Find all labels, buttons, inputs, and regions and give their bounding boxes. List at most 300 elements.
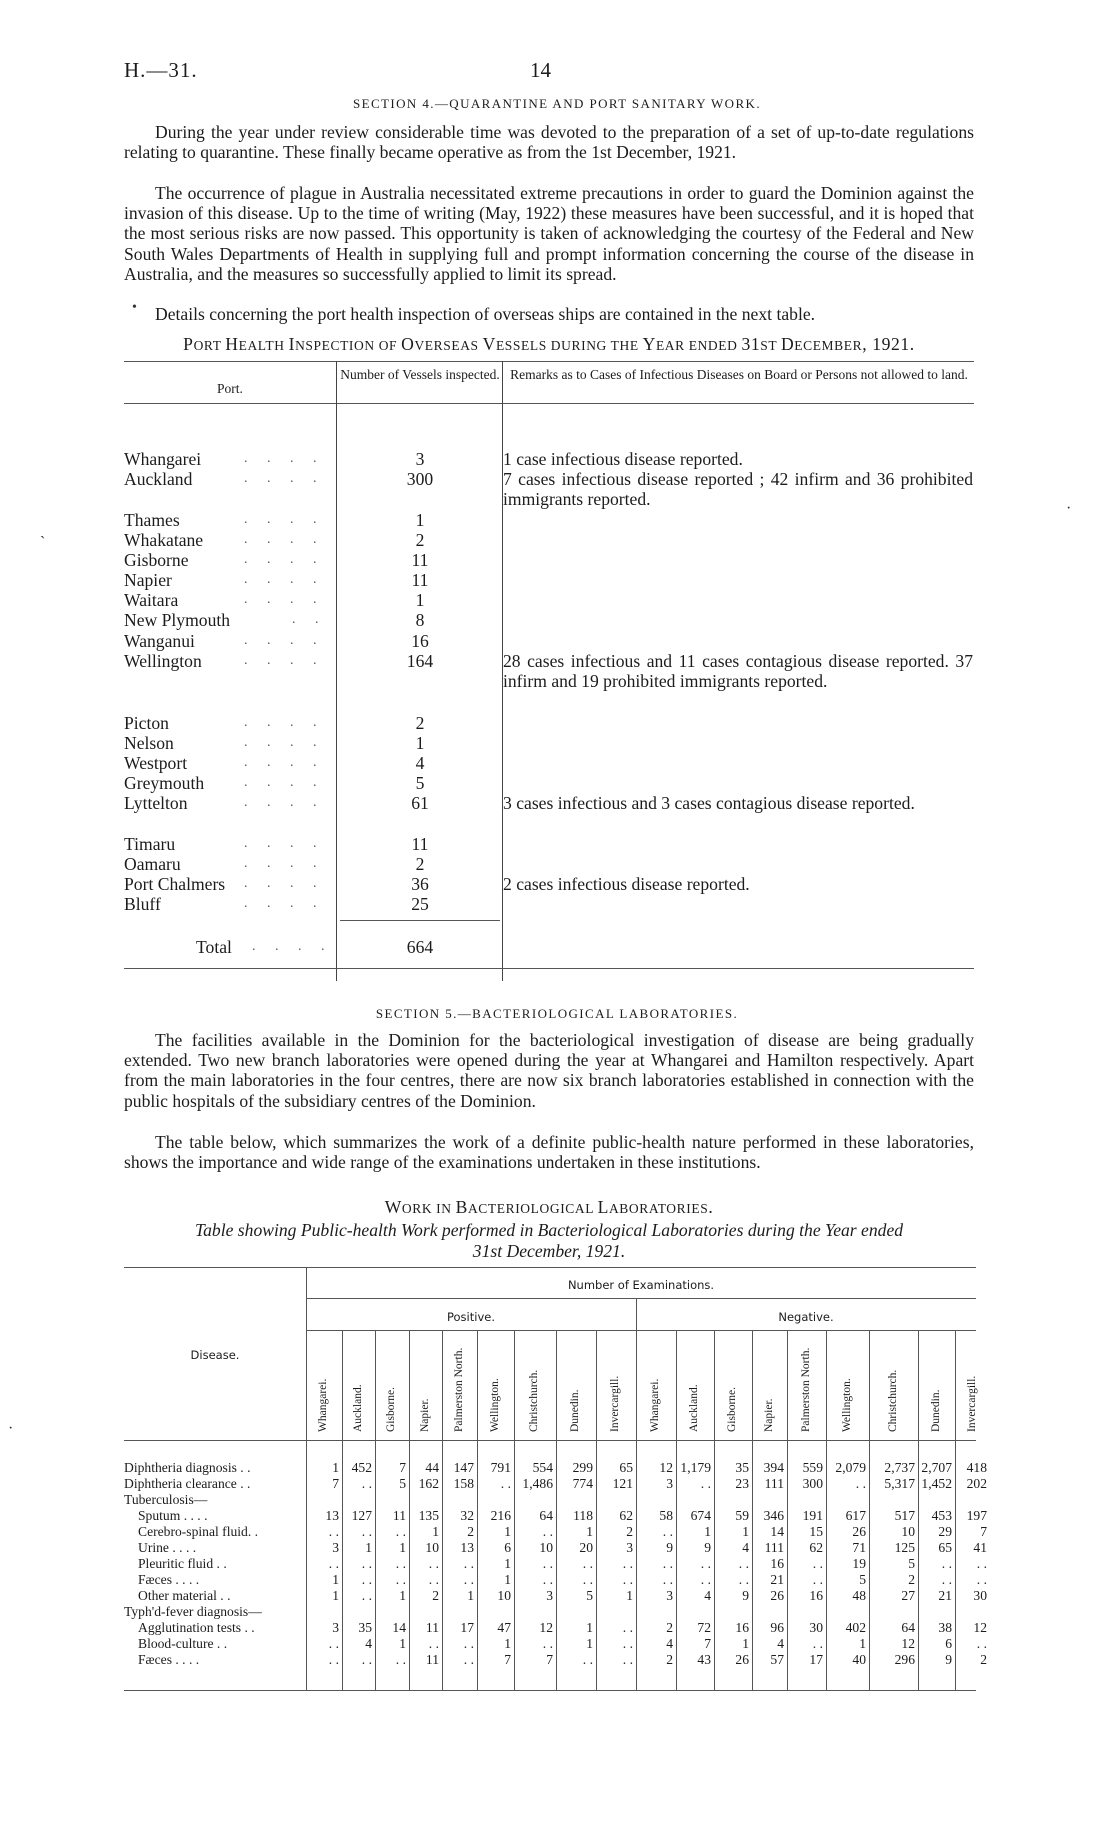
negative-cell: 14 <box>770 1524 784 1539</box>
total-leader-dots: . . . . <box>252 939 333 954</box>
port-table-divider-1 <box>336 361 337 981</box>
positive-cell: 65 <box>619 1460 633 1475</box>
section-4-paragraph-1: During the year under review considerable time was devoted to the preparation of a set of up-to-date regulations relating to quarantine. These finally became operative as from the 1st December, 1921. <box>124 122 974 163</box>
negative-cell: 40 <box>852 1652 866 1667</box>
positive-cell: 1 <box>504 1636 511 1651</box>
negative-cell: 1 <box>859 1636 866 1651</box>
positive-cell: 1 <box>467 1588 474 1603</box>
positive-cell: 11 <box>392 1508 406 1523</box>
total-rule <box>340 920 500 921</box>
positive-cell: 3 <box>332 1620 339 1635</box>
row-label: Cerebro-spinal fluid. . <box>138 1524 259 1539</box>
positive-cell: 147 <box>453 1460 474 1475</box>
negative-cell: 29 <box>938 1524 952 1539</box>
document-reference: H.—31. <box>124 58 198 82</box>
vessel-count: 1 <box>415 733 425 753</box>
negative-cell: 202 <box>966 1476 987 1491</box>
positive-cell: . . <box>361 1524 372 1539</box>
positive-cell: 14 <box>392 1620 406 1635</box>
negative-cell: 9 <box>666 1540 673 1555</box>
port-table-bottom-rule <box>124 968 974 969</box>
negative-cell: 2 <box>908 1572 915 1587</box>
negative-cell: 111 <box>764 1540 784 1555</box>
positive-cell: . . <box>361 1588 372 1603</box>
positive-cell: 13 <box>460 1540 474 1555</box>
negative-cell: 21 <box>770 1572 784 1587</box>
negative-cell: 10 <box>901 1524 915 1539</box>
negative-cell: 7 <box>980 1524 987 1539</box>
negative-cell: . . <box>812 1636 823 1651</box>
positive-cell: 1 <box>399 1540 406 1555</box>
negative-cell: 21 <box>938 1588 952 1603</box>
vessel-count: 300 <box>406 469 434 489</box>
positive-cell: . . <box>500 1476 511 1491</box>
negative-column-header: Auckland. <box>688 1384 700 1432</box>
negative-cell: 4 <box>704 1588 711 1603</box>
positive-cell: 1 <box>332 1572 339 1587</box>
negative-cell: 2 <box>666 1652 673 1667</box>
positive-cell: . . <box>463 1652 474 1667</box>
negative-column-header: Christchurch. <box>886 1369 899 1432</box>
positive-cell: . . <box>622 1636 633 1651</box>
positive-cell: 1 <box>399 1588 406 1603</box>
positive-cell: 5 <box>586 1588 593 1603</box>
port-name: Oamaru <box>124 854 181 874</box>
negative-cell: 72 <box>697 1620 711 1635</box>
remark-wellington: 28 cases infectious and 11 cases contagious disease reported. 37 infirm and 19 prohibited immigrants reported. <box>503 651 973 692</box>
positive-cell: . . <box>542 1524 553 1539</box>
positive-cell: 1 <box>626 1588 633 1603</box>
positive-cell: 3 <box>546 1588 553 1603</box>
negative-cell: 12 <box>901 1636 915 1651</box>
negative-cell: 16 <box>735 1620 749 1635</box>
positive-cell: 1 <box>504 1524 511 1539</box>
positive-cell: 1 <box>332 1460 339 1475</box>
positive-cell: 6 <box>504 1540 511 1555</box>
row-label: Typh'd-fever diagnosis— <box>124 1604 262 1619</box>
negative-cell: 12 <box>659 1460 673 1475</box>
positive-cell: 13 <box>325 1508 339 1523</box>
negative-cell: 394 <box>763 1460 784 1475</box>
port-table-top-rule <box>124 361 974 362</box>
row-label: Fæces . . . . <box>138 1652 200 1667</box>
negative-cell: 111 <box>764 1476 784 1491</box>
port-name: Greymouth <box>124 773 205 793</box>
negative-header: Negative. <box>778 1310 834 1324</box>
positive-cell: . . <box>395 1556 406 1571</box>
positive-cell: . . <box>361 1476 372 1491</box>
vessel-count: 4 <box>415 753 425 773</box>
positive-cell: 11 <box>425 1652 439 1667</box>
negative-cell: 3 <box>666 1588 673 1603</box>
leader-dots: . . . . <box>244 836 325 851</box>
negative-cell: 1,452 <box>921 1476 952 1491</box>
negative-cell: 1 <box>742 1636 749 1651</box>
positive-cell: 32 <box>460 1508 474 1523</box>
vessel-count: 1 <box>415 510 425 530</box>
margin-mark: · <box>1066 500 1072 517</box>
positive-cell: 121 <box>612 1476 633 1491</box>
negative-cell: 59 <box>735 1508 749 1523</box>
positive-cell: 2 <box>626 1524 633 1539</box>
negative-cell: 617 <box>845 1508 866 1523</box>
leader-dots: . . . . <box>244 896 325 911</box>
row-label: Tuberculosis— <box>124 1492 208 1507</box>
bact-table-header-rule-3 <box>124 1440 976 1441</box>
leader-dots: . . . . <box>244 775 325 790</box>
negative-cell: 125 <box>894 1540 915 1555</box>
row-label: Sputum . . . . <box>138 1508 208 1523</box>
page-number: 14 <box>530 58 551 82</box>
bact-table-header-rule-1 <box>306 1298 976 1299</box>
negative-cell: . . <box>700 1476 711 1491</box>
bact-table-subtitle-1: Table showing Public-health Work performed in Bacteriological Laboratories during the Year ended <box>194 1220 904 1240</box>
positive-cell: 10 <box>539 1540 553 1555</box>
margin-mark: ˋ <box>40 534 46 551</box>
leader-dots: . . . . <box>244 735 325 750</box>
negative-cell: 300 <box>802 1476 823 1491</box>
negative-cell: 2 <box>980 1652 987 1667</box>
positive-cell: 20 <box>579 1540 593 1555</box>
negative-cell: . . <box>976 1636 987 1651</box>
leader-dots: . . . . <box>244 856 325 871</box>
negative-cell: 58 <box>659 1508 673 1523</box>
section-4-paragraph-3: Details concerning the port health inspection of overseas ships are contained in the next table. <box>155 304 816 324</box>
positive-cell: . . <box>328 1636 339 1651</box>
positive-cell: . . <box>395 1524 406 1539</box>
positive-cell: . . <box>582 1572 593 1587</box>
positive-cell: . . <box>542 1556 553 1571</box>
negative-cell: 38 <box>938 1620 952 1635</box>
negative-cell: 26 <box>770 1588 784 1603</box>
vessel-count: 8 <box>415 610 425 630</box>
negative-cell: 9 <box>742 1588 749 1603</box>
negative-cell: 17 <box>809 1652 823 1667</box>
negative-cell: 27 <box>901 1588 915 1603</box>
negative-cell: 2,737 <box>884 1460 915 1475</box>
row-label: Pleuritic fluid . . <box>138 1556 227 1571</box>
positive-cell: 118 <box>573 1508 593 1523</box>
positive-column-header: Auckland. <box>351 1384 364 1432</box>
positive-column-header: Palmerston North. <box>452 1347 465 1432</box>
negative-cell: 5 <box>859 1572 866 1587</box>
negative-cell: 4 <box>777 1636 784 1651</box>
vessel-count: 1 <box>415 590 425 610</box>
positive-cell: 1 <box>586 1620 593 1635</box>
negative-cell: . . <box>812 1556 823 1571</box>
negative-cell: 26 <box>735 1652 749 1667</box>
positive-cell: 47 <box>497 1620 511 1635</box>
negative-cell: . . <box>662 1524 673 1539</box>
negative-cell: 1,179 <box>680 1460 711 1475</box>
negative-cell: 1 <box>742 1524 749 1539</box>
positive-cell: . . <box>463 1556 474 1571</box>
vessel-count: 5 <box>415 773 425 793</box>
leader-dots: . . . . <box>244 572 325 587</box>
negative-cell: 3 <box>666 1476 673 1491</box>
leader-dots: . . . . <box>244 451 325 466</box>
port-name: Lyttelton <box>124 793 188 813</box>
positive-cell: 35 <box>358 1620 372 1635</box>
positive-cell: . . <box>428 1636 439 1651</box>
port-name: New Plymouth <box>124 610 231 630</box>
port-name: Gisborne <box>124 550 189 570</box>
port-table-caption: PORT HEALTH INSPECTION OF OVERSEAS VESSELS DURING THE YEAR ENDED 31ST DECEMBER, 1921. <box>183 334 915 354</box>
positive-column-header: Whangarei. <box>317 1378 329 1432</box>
leader-dots: . . . . <box>244 512 325 527</box>
vessel-count: 2 <box>415 854 425 874</box>
negative-cell: 674 <box>690 1508 711 1523</box>
negative-cell: 48 <box>852 1588 866 1603</box>
negative-cell: 296 <box>894 1652 915 1667</box>
negative-cell: . . <box>812 1572 823 1587</box>
positive-column-header: Napier. <box>418 1398 431 1432</box>
positive-cell: 4 <box>365 1636 372 1651</box>
bact-table-header-rule-2 <box>306 1330 976 1331</box>
positive-cell: 7 <box>504 1652 511 1667</box>
positive-cell: . . <box>361 1572 372 1587</box>
total-label: Total <box>196 937 232 957</box>
port-name: Wellington <box>124 651 202 671</box>
positive-cell: 216 <box>490 1508 511 1523</box>
negative-column-header: Wellington. <box>840 1378 853 1432</box>
margin-mark: · <box>8 1420 14 1437</box>
vessel-count: 61 <box>411 793 429 813</box>
positive-cell: . . <box>542 1572 553 1587</box>
negative-cell: 2 <box>666 1620 673 1635</box>
vessel-count: 11 <box>411 550 429 570</box>
negative-cell: 4 <box>666 1636 673 1651</box>
negative-cell: 402 <box>845 1620 866 1635</box>
row-label: Urine . . . . <box>138 1540 197 1555</box>
vessel-count: 16 <box>411 631 429 651</box>
positive-cell: 3 <box>626 1540 633 1555</box>
positive-cell: 127 <box>351 1508 372 1523</box>
row-label: Diphtheria clearance . . <box>124 1476 251 1491</box>
positive-cell: 7 <box>546 1652 553 1667</box>
negative-cell: 96 <box>770 1620 784 1635</box>
positive-cell: 1 <box>332 1588 339 1603</box>
negative-cell: 2,707 <box>921 1460 952 1475</box>
port-name: Picton <box>124 713 169 733</box>
positive-column-header: Wellington. <box>488 1378 501 1432</box>
negative-cell: 5,317 <box>884 1476 915 1491</box>
negative-cell: 62 <box>809 1540 823 1555</box>
bact-table-title: WORK IN BACTERIOLOGICAL LABORATORIES. <box>384 1197 714 1217</box>
negative-cell: 64 <box>901 1620 915 1635</box>
positive-cell: . . <box>328 1524 339 1539</box>
positive-cell: 1,486 <box>522 1476 553 1491</box>
positive-cell: 44 <box>425 1460 439 1475</box>
negative-cell: 7 <box>704 1636 711 1651</box>
negative-cell: 19 <box>852 1556 866 1571</box>
leader-dots: . . . . <box>244 876 325 891</box>
positive-cell: 791 <box>490 1460 511 1475</box>
positive-cell: 10 <box>497 1588 511 1603</box>
positive-cell: 10 <box>425 1540 439 1555</box>
positive-cell: . . <box>622 1556 633 1571</box>
negative-cell: 453 <box>931 1508 952 1523</box>
bact-table-subtitle-2: 31st December, 1921. <box>472 1241 626 1261</box>
port-name: Westport <box>124 753 188 773</box>
leader-dots: . . . . <box>244 715 325 730</box>
negative-cell: . . <box>700 1572 711 1587</box>
positive-cell: 299 <box>572 1460 593 1475</box>
negative-cell: 41 <box>973 1540 987 1555</box>
port-name: Napier <box>124 570 172 590</box>
positive-cell: 1 <box>504 1556 511 1571</box>
negative-column-header: Invercargill. <box>965 1375 978 1432</box>
positive-column-header: Gisborne. <box>385 1386 397 1432</box>
positive-cell: 64 <box>539 1508 553 1523</box>
vessel-count: 164 <box>406 651 434 671</box>
negative-cell: 65 <box>938 1540 952 1555</box>
positive-cell: 1 <box>432 1524 439 1539</box>
negative-column-header: Gisborne. <box>726 1386 738 1432</box>
negative-cell: . . <box>976 1572 987 1587</box>
positive-cell: 62 <box>619 1508 633 1523</box>
leader-dots: . . . . <box>244 552 325 567</box>
vessels-column-header: Number of Vessels inspected. <box>340 367 500 382</box>
port-name: Whakatane <box>124 530 204 550</box>
row-label: Blood-culture . . <box>138 1636 228 1651</box>
port-column-header: Port. <box>217 381 243 396</box>
positive-column-header: Dunedin. <box>569 1389 581 1432</box>
negative-column-header: Whangarei. <box>649 1378 661 1432</box>
negative-cell: . . <box>662 1556 673 1571</box>
port-name: Wanganui <box>124 631 195 651</box>
negative-cell: . . <box>941 1556 952 1571</box>
negative-cell: 9 <box>945 1652 952 1667</box>
negative-cell: 71 <box>852 1540 866 1555</box>
negative-cell: . . <box>941 1572 952 1587</box>
positive-cell: 1 <box>504 1572 511 1587</box>
positive-cell: . . <box>622 1620 633 1635</box>
leader-dots: . . . . <box>244 633 325 648</box>
total-value: 664 <box>406 937 434 957</box>
port-name: Nelson <box>124 733 174 753</box>
port-name: Auckland <box>124 469 193 489</box>
port-name: Timaru <box>124 834 176 854</box>
negative-cell: 2,079 <box>835 1460 866 1475</box>
negative-cell: 4 <box>742 1540 749 1555</box>
positive-cell: 7 <box>332 1476 339 1491</box>
negative-cell: 1 <box>704 1524 711 1539</box>
negative-cell: 346 <box>763 1508 784 1523</box>
remark-lyttelton: 3 cases infectious and 3 cases contagious disease reported. <box>503 793 915 813</box>
port-name: Thames <box>124 510 180 530</box>
positive-cell: . . <box>395 1652 406 1667</box>
negative-cell: 16 <box>770 1556 784 1571</box>
section-5-paragraph-1: The facilities available in the Dominion for the bacteriological investigation of disease are being gradually extended. Two new branch laboratories were opened during the year at Whangarei and Hamilton respectively. Apart from the main laboratories in the four centres, there are now six branch laboratories established in connection with the public hospitals of the subsidiary centres of the Dominion. <box>124 1030 974 1111</box>
negative-cell: . . <box>662 1572 673 1587</box>
remark-auckland: 7 cases infectious disease reported ; 42 infirm and 36 prohibited immigrants reported. <box>503 469 973 510</box>
negative-cell: . . <box>700 1556 711 1571</box>
row-label: Other material . . <box>138 1588 231 1603</box>
leader-dots: . . . . <box>244 755 325 770</box>
positive-cell: 2 <box>467 1524 474 1539</box>
positive-cell: 7 <box>399 1460 406 1475</box>
port-name: Bluff <box>124 894 161 914</box>
port-table-header-rule <box>124 403 974 404</box>
section-4-heading: SECTION 4.—QUARANTINE AND PORT SANITARY WORK. <box>353 96 761 111</box>
negative-cell: . . <box>976 1556 987 1571</box>
positive-cell: . . <box>428 1572 439 1587</box>
negative-cell: 12 <box>973 1620 987 1635</box>
port-name: Waitara <box>124 590 179 610</box>
negative-column-header: Dunedin. <box>929 1389 942 1432</box>
port-name: Whangarei <box>124 449 202 469</box>
leader-dots: . . . . <box>244 471 325 486</box>
leader-dots: . . . . <box>244 592 325 607</box>
positive-cell: . . <box>328 1556 339 1571</box>
positive-cell: 5 <box>399 1476 406 1491</box>
positive-cell: . . <box>361 1652 372 1667</box>
positive-cell: . . <box>361 1556 372 1571</box>
negative-cell: 23 <box>735 1476 749 1491</box>
negative-column-header: Napier. <box>762 1398 775 1432</box>
positive-cell: 774 <box>572 1476 593 1491</box>
positive-cell: . . <box>582 1652 593 1667</box>
negative-cell: 35 <box>735 1460 749 1475</box>
negative-cell: 30 <box>973 1588 987 1603</box>
remarks-column-header: Remarks as to Cases of Infectious Diseases on Board or Persons not allowed to land. <box>510 367 968 382</box>
bact-table-top-rule <box>124 1267 976 1268</box>
bullet-mark: • <box>132 300 137 315</box>
positive-cell: . . <box>582 1556 593 1571</box>
remark-port-chalmers: 2 cases infectious disease reported. <box>503 874 750 894</box>
negative-cell: 26 <box>852 1524 866 1539</box>
leader-dots: . . . . <box>244 653 325 668</box>
positive-cell: . . <box>463 1636 474 1651</box>
bact-table-bottom-rule <box>124 1690 976 1691</box>
number-of-examinations-header: Number of Examinations. <box>567 1278 715 1292</box>
negative-cell: 559 <box>802 1460 823 1475</box>
row-label: Agglutination tests . . <box>138 1620 255 1635</box>
negative-cell: 43 <box>697 1652 711 1667</box>
port-name: Port Chalmers <box>124 874 226 894</box>
positive-cell: 11 <box>425 1620 439 1635</box>
positive-cell: . . <box>395 1572 406 1587</box>
negative-cell: 191 <box>802 1508 823 1523</box>
positive-cell: 2 <box>432 1588 439 1603</box>
positive-cell: . . <box>463 1572 474 1587</box>
positive-cell: 12 <box>539 1620 553 1635</box>
positive-cell: 135 <box>418 1508 439 1523</box>
section-5-paragraph-2: The table below, which summarizes the work of a definite public-health nature performed in these laboratories, shows the importance and wide range of the examinations undertaken in these institutions. <box>124 1132 974 1173</box>
positive-cell: 1 <box>399 1636 406 1651</box>
positive-cell: . . <box>428 1556 439 1571</box>
negative-cell: 57 <box>770 1652 784 1667</box>
negative-cell: 16 <box>809 1588 823 1603</box>
vessel-count: 2 <box>415 713 425 733</box>
vessel-count: 36 <box>411 874 429 894</box>
negative-cell: . . <box>738 1556 749 1571</box>
leader-dots: . . . . <box>244 532 325 547</box>
positive-cell: . . <box>542 1636 553 1651</box>
leader-dots: . . . . <box>244 795 325 810</box>
positive-cell: 3 <box>332 1540 339 1555</box>
vessel-count: 2 <box>415 530 425 550</box>
negative-cell: 418 <box>966 1460 987 1475</box>
vessel-count: 3 <box>415 449 425 469</box>
positive-cell: 158 <box>453 1476 474 1491</box>
negative-cell: . . <box>738 1572 749 1587</box>
section-5-heading: SECTION 5.—BACTERIOLOGICAL LABORATORIES. <box>375 1006 739 1021</box>
positive-cell: 1 <box>586 1636 593 1651</box>
positive-cell: 554 <box>532 1460 553 1475</box>
negative-cell: 15 <box>809 1524 823 1539</box>
